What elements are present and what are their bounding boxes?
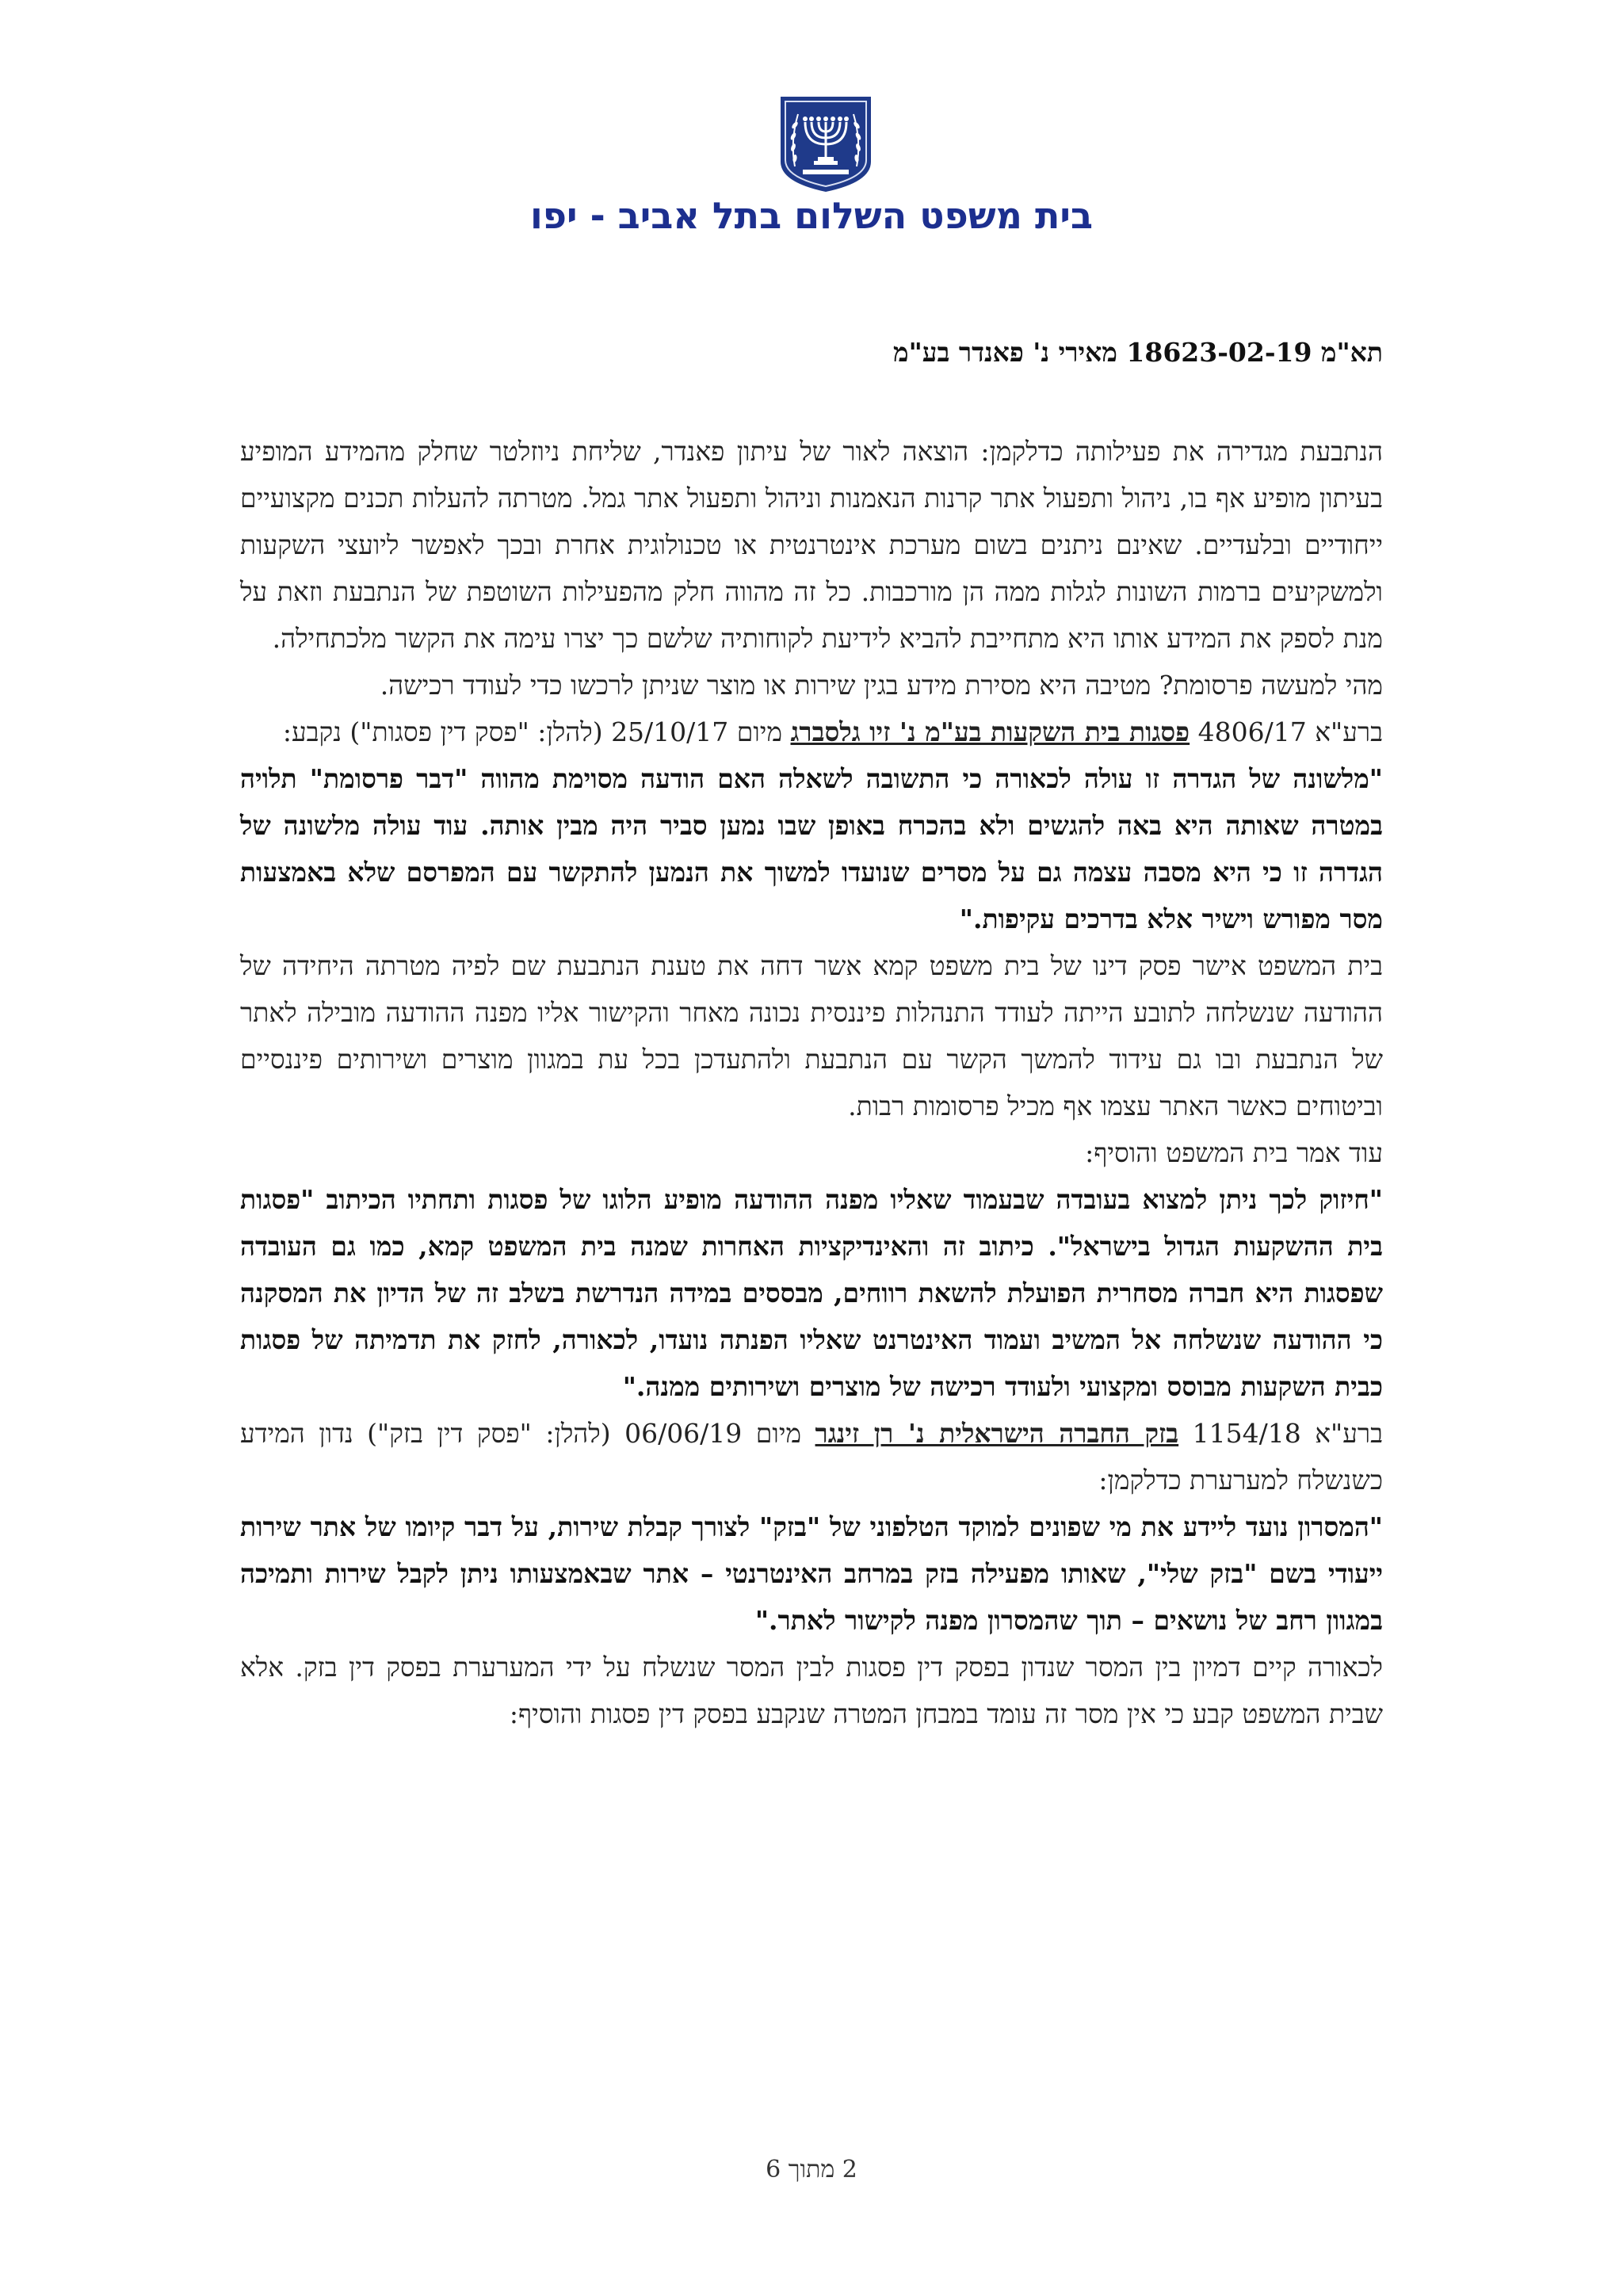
citation-prefix: ברע"א 4806/17 <box>1190 716 1383 747</box>
case-citation: בזק החברה הישראלית נ' רן זינגר <box>815 1418 1179 1449</box>
page-number: 2 מתוך 6 <box>766 2156 857 2183</box>
case-title: תא"מ 18623-02-19 מאירי נ' פאנדר בע"מ <box>893 337 1383 368</box>
document-body <box>240 428 1383 1737</box>
paragraph: בית המשפט אישר פסק דינו של בית משפט קמא אשר דחה את טענת הנתבעת שם לפיה מטרתה היחידה של ההודעה שנשלחה לתובע הייתה לעודד התנהלות פיננסית נכונה מאחר והקישור אליו מפנה ההודעה מובילה לאתר של הנתבעת ובו גם עידוד להמשך הקשר עם הנתבעת ולהתעדכן בכל עת במגוון מוצרים ושירותים פיננסיים וביטוחים כאשר האתר עצמו אף מכיל פרסומות רבות. <box>240 950 1383 1121</box>
quoted-ruling: "המסרון נועד ליידע את מי שפונים למוקד הטלפוני של "בזק" לצורך קבלת שירות, על דבר קיומו של אתר שירות ייעודי בשם "בזק שלי", שאותו מפעילה בזק במרחב האינטרנטי – אתר שבאמצעותו ניתן לקבל שירות ותמיכה במגוון רחב של נושאים – תוך שהמסרון מפנה לקישור לאתר." <box>240 1511 1383 1636</box>
paragraph: הנתבעת מגדירה את פעילותה כדלקמן: הוצאה לאור של עיתון פאנדר, שליחת ניוזלטר שחלק מהמידע המופיע בעיתון מופיע אף בו, ניהול ותפעול אתר קרנות הנאמנות וניהול ותפעול אתר גמל. מטרתה להעלות תכנים מקצועיים ייחודיים ובלעדיים. שאינם ניתנים בשום מערכת אינטרנטית או טכנולוגית אחרת ובכך לאפשר ליועצי השקעות ולמשקיעים ברמות השונות לגלות ממה הן מורכבות. כל זה מהווה חלק מהפעילות השוטפת של הנתבעת וזאת על מנת לספק את המידע אותו היא מתחייבת להביא לידיעת לקוחותיה שלשם כך יצרו עימה את הקשר מלכתחילה. <box>240 436 1383 654</box>
court-name-heading: בית משפט השלום בתל אביב - יפו <box>529 194 1094 237</box>
quoted-ruling: "מלשונה של הגדרה זו עולה לכאורה כי התשובה לשאלה האם הודעה מסוימת מהווה "דבר פרסומת" תלויה במטרה שאותה היא באה להגשים ולא בהכרח באופן שבו נמען סביר היה מבין אותה. עוד עולה מלשונה של הגדרה זו כי היא מסבה עצמה גם על מסרים שנועדו למשוך את הנמען להתקשר עם המפרסם שלא באמצעות מסר מפורש וישיר אלא בדרכים עקיפות." <box>240 763 1383 934</box>
quoted-ruling: "חיזוק לכך ניתן למצוא בעובדה שבעמוד שאליו מפנה ההודעה מופיע הלוגו של פסגות ותחתיו הכיתוב "פסגות בית ההשקעות הגדול בישראל". כיתוב זה והאינדיקציות האחרות שמנה בית המשפט קמא, כמו גם העובדה שפסגות היא חברה מסחרית הפועלת להשאת רווחים, מבססים במידה הנדרשת בשלב זה של הדיון את המסקנה כי ההודעה שנשלחה אל המשיב ועמוד האינטרנט שאליו הפנתה נועדו, לכאורה, לחזק את תדמיתה של פסגות כבית השקעות מבוסס ומקצועי ולעודד רכישה של מוצרים ושירותים ממנה." <box>240 1184 1383 1402</box>
paragraph: עוד אמר בית המשפט והוסיף: <box>1085 1137 1383 1168</box>
citation-prefix: ברע"א 1154/18 <box>1178 1418 1383 1449</box>
paragraph <box>240 1410 1383 1503</box>
paragraph: מהי למעשה פרסומת? מטיבה היא מסירת מידע בגין שירות או מוצר שניתן לרכשו כדי לעודד רכישה. <box>380 670 1383 701</box>
state-emblem-menorah-icon <box>776 94 876 195</box>
citation-suffix: מיום 25/10/17 (להלן: "פסק דין פסגות") נקבע: <box>282 716 791 747</box>
case-citation: פסגות בית השקעות בע"מ נ' זיו גלסברג <box>790 716 1190 747</box>
paragraph <box>240 709 1383 755</box>
paragraph: לכאורה קיים דמיון בין המסר שנדון בפסק דין פסגות לבין המסר שנשלח על ידי המערערת בפסק דין בזק. אלא שבית המשפט קבע כי אין מסר זה עומד במבחן המטרה שנקבע בפסק דין פסגות והוסיף: <box>240 1652 1383 1729</box>
citation-suffix: מיום 06/06/19 (להלן: "פסק דין בזק") נדון המידע כשנשלח למערערת כדלקמן: <box>240 1418 1383 1496</box>
